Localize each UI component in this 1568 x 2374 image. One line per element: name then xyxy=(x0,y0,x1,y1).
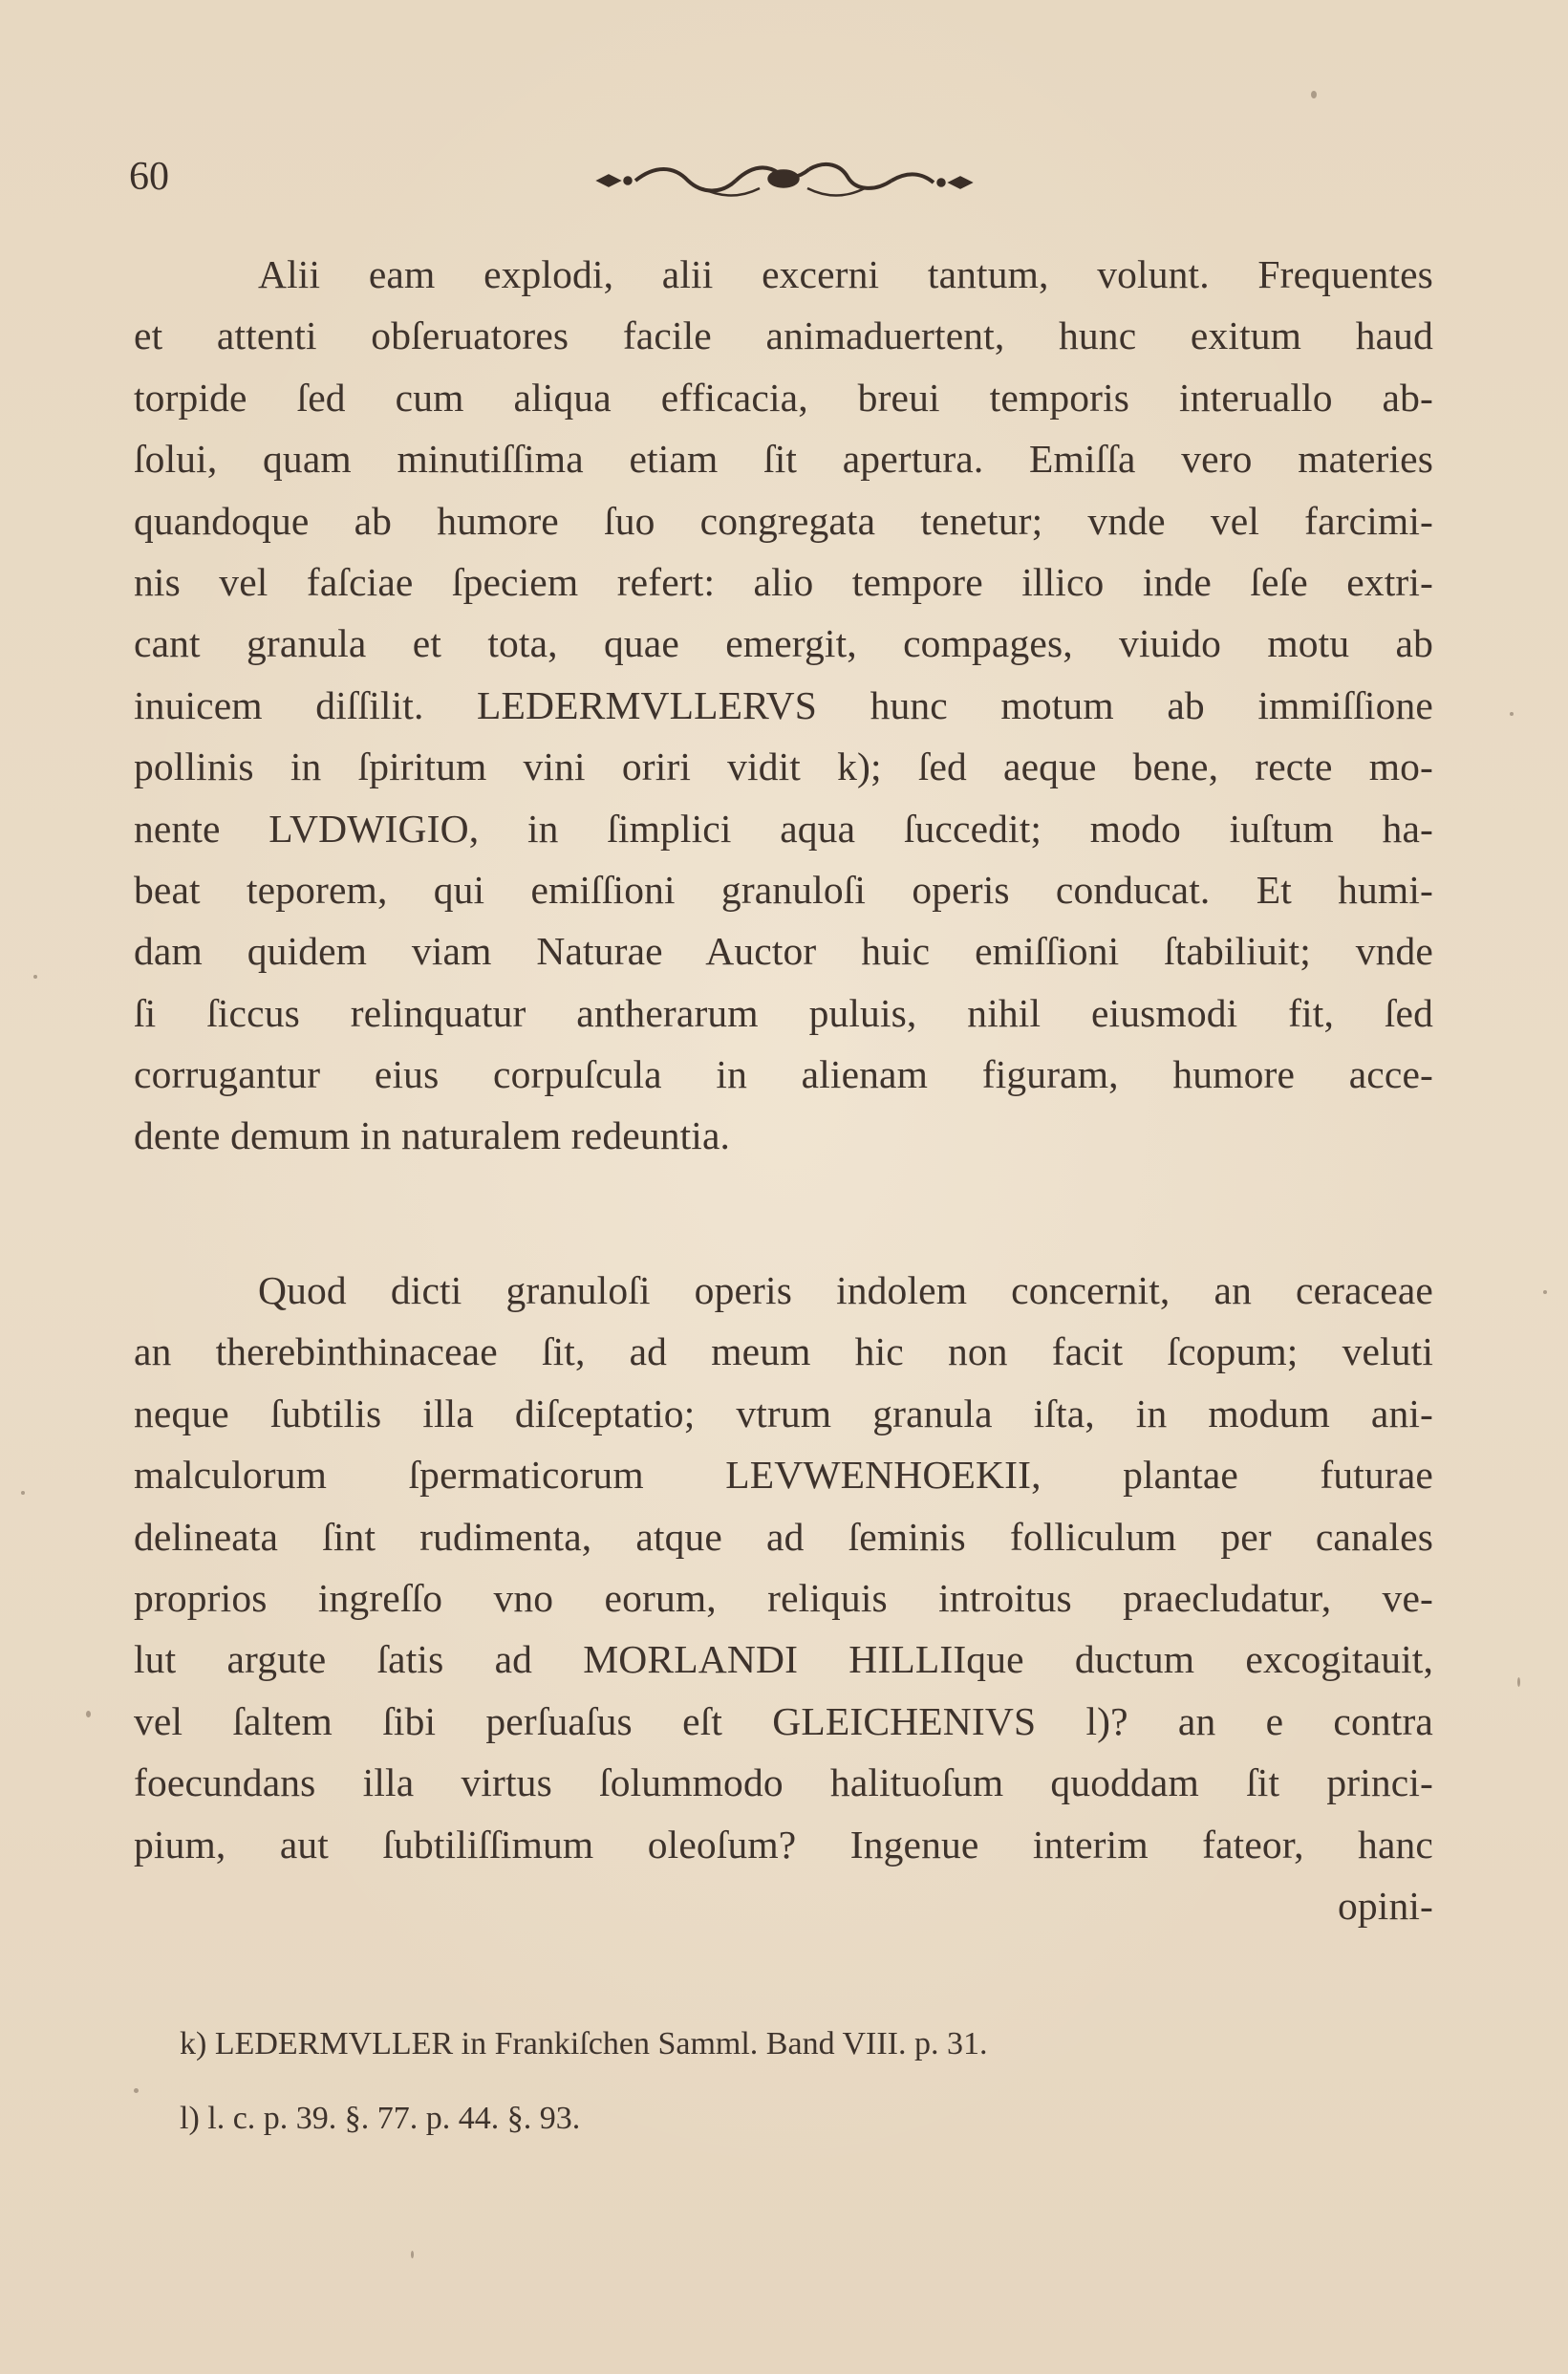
text-line: malculorum ſpermaticorum LEVWENHOEKII, plantae futurae xyxy=(134,1453,1433,1498)
text-line: lut argute ſatis ad MORLANDI HILLIIque ductum excogitauit, xyxy=(134,1637,1433,1682)
text-line: cant granula et tota, quae emergit, compages, viuido motu ab xyxy=(134,621,1433,666)
text-line: ſi ſiccus relinquatur antherarum puluis, nihil eiusmodi fit, ſed xyxy=(134,990,1433,1035)
text-line: quandoque ab humore ſuo congregata tenetur; vnde vel farcimi- xyxy=(134,498,1433,543)
text-line: Alii eam explodi, alii excerni tantum, volunt. Frequentes xyxy=(258,252,1433,296)
page-number: 60 xyxy=(129,155,169,199)
text-line: corrugantur eius corpuſcula in alienam figuram, humore acce- xyxy=(134,1052,1433,1097)
text-line: ſolui, quam minutiſſima etiam ſit apertura. Emiſſa vero materies xyxy=(134,437,1433,482)
text-line: proprios ingreſſo vno eorum, reliquis introitus praecludatur, ve- xyxy=(134,1575,1433,1620)
fleuron-ornament-icon xyxy=(588,160,979,198)
text-line: beat teporem, qui emiſſioni granuloſi operis conducat. Et humi- xyxy=(134,867,1433,912)
paper-speck xyxy=(21,1491,25,1495)
text-line: Quod dicti granuloſi operis indolem concernit, an ceraceae xyxy=(258,1268,1433,1312)
text-line: nis vel faſciae ſpeciem refert: alio tempore illico inde ſeſe extri- xyxy=(134,559,1433,604)
text-line: delineata ſint rudimenta, atque ad ſeminis folliculum per canales xyxy=(134,1514,1433,1559)
paper-speck xyxy=(1517,1677,1520,1687)
paper-speck xyxy=(1510,712,1514,716)
paragraph-2 xyxy=(134,1260,1433,1936)
text-line: et attenti obſeruatores facile animaduertent, hunc exitum haud xyxy=(134,313,1433,358)
paragraph-1 xyxy=(134,244,1433,1167)
footnote-l: l) l. c. p. 39. §. 77. p. 44. §. 93. xyxy=(180,2101,581,2136)
catchword: opini- xyxy=(1337,1883,1433,1928)
paper-speck xyxy=(134,2088,139,2093)
text-line: pollinis in ſpiritum vini oriri vidit k); ſed aeque bene, recte mo- xyxy=(134,745,1433,789)
text-line: pium, aut ſubtiliſſimum oleoſum? Ingenue interim fateor, hanc xyxy=(134,1822,1433,1867)
text-line: vel ſaltem ſibi perſuaſus eſt GLEICHENIVS l)? an e contra xyxy=(134,1698,1433,1743)
footnote-k: k) LEDERMVLLER in Frankiſchen Samml. Band VIII. p. 31. xyxy=(180,2026,988,2061)
text-line: nente LVDWIGIO, in ſimplici aqua ſuccedit; modo iuſtum ha- xyxy=(134,806,1433,851)
paper-speck xyxy=(1311,91,1317,98)
text-line: dente demum in naturalem redeuntia. xyxy=(134,1113,731,1158)
text-line: torpide ſed cum aliqua efficacia, breui temporis interuallo ab- xyxy=(134,375,1433,420)
paper-speck xyxy=(1543,1290,1547,1294)
text-line: an therebinthinaceae ſit, ad meum hic non facit ſcopum; veluti xyxy=(134,1329,1433,1374)
text-line: foecundans illa virtus ſolummodo halituoſum quoddam ſit princi- xyxy=(134,1760,1433,1805)
paper-speck xyxy=(86,1711,91,1717)
text-line: dam quidem viam Naturae Auctor huic emiſſioni ſtabiliuit; vnde xyxy=(134,929,1433,974)
footnotes xyxy=(180,2007,1326,2156)
text-line: neque ſubtilis illa diſceptatio; vtrum granula iſta, in modum ani- xyxy=(134,1391,1433,1435)
paper-speck xyxy=(411,2251,414,2258)
page-header xyxy=(0,148,1568,205)
paper-speck xyxy=(33,975,37,979)
text-line: inuicem diſſilit. LEDERMVLLERVS hunc motum ab immiſſione xyxy=(134,682,1433,727)
